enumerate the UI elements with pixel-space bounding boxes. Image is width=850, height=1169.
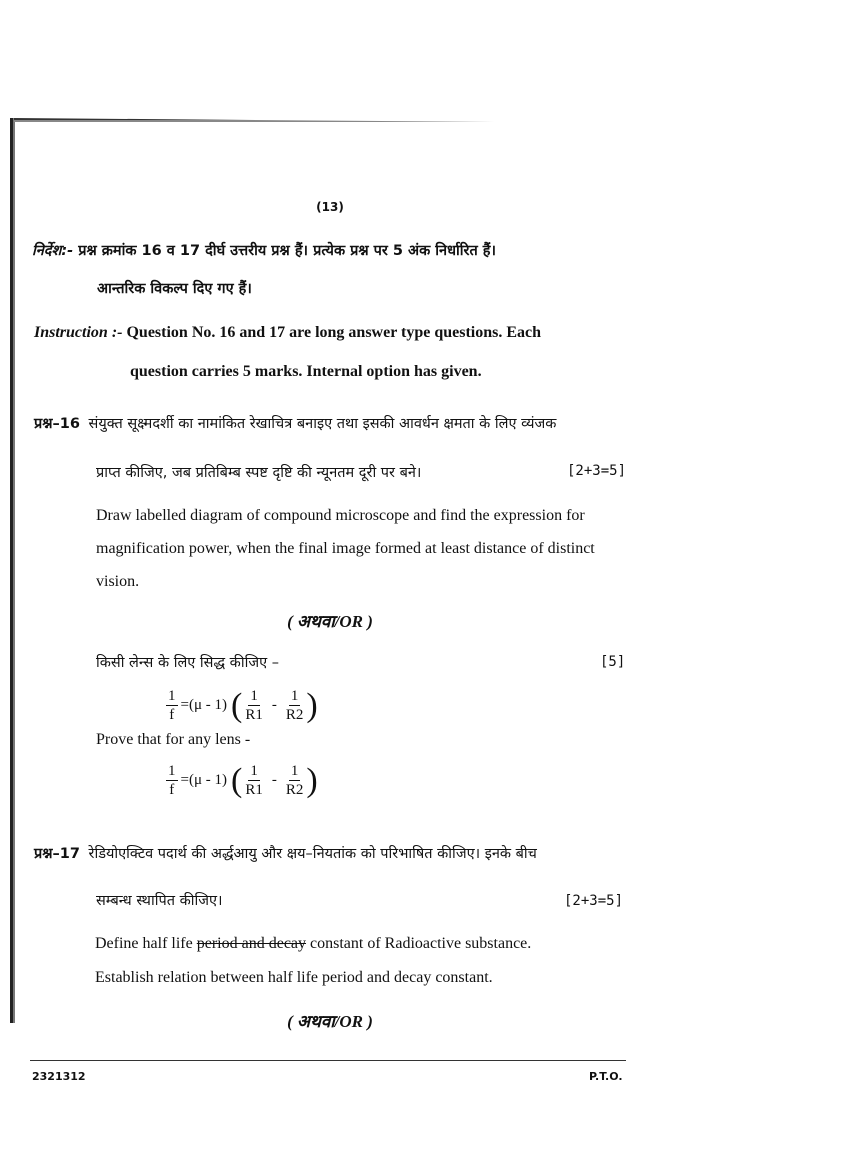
instruction-english-line1 xyxy=(34,324,541,342)
formula2-term2-den: R2 xyxy=(285,782,304,798)
q17-english-strike: period and decay xyxy=(196,935,307,952)
q17-english-b: constant of Radioactive substance. xyxy=(310,935,532,952)
q16-english-line2: magnification power, when the final image formed at least distance of distinct xyxy=(96,540,595,557)
q17-english-line1 xyxy=(95,935,531,953)
formula-term1-num: 1 xyxy=(250,688,258,704)
q16-hindi-text1: संयुक्त सूक्ष्मदर्शी का नामांकित रेखाचित्र बनाइए तथा इसकी आवर्धन क्षमता के लिए व्यंजक xyxy=(88,416,557,432)
q17-hindi-line1 xyxy=(34,843,537,863)
q16-english-line3: vision. xyxy=(96,573,140,590)
instruction-english-text: Question No. 16 and 17 are long answer type questions. Each xyxy=(126,324,542,341)
q17-english-a: Define half life xyxy=(95,935,193,952)
q16-or-label: ( अथवा/OR ) xyxy=(287,612,373,631)
q17-english-line2: Establish relation between half life period and decay constant. xyxy=(95,969,493,986)
formula2-lhs-den: f xyxy=(169,782,175,798)
q16-label: प्रश्न–16 xyxy=(34,416,80,432)
instruction-hindi-label: निर्देश:- xyxy=(32,243,74,259)
formula-term2-num: 1 xyxy=(290,688,299,704)
q17-or-label: ( अथवा/OR ) xyxy=(287,1012,373,1031)
q17-hindi-text1: रेडियोएक्टिव पदार्थ की अर्द्धआयु और क्षय–नियतांक को परिभाषित कीजिए। इनके बीच xyxy=(88,846,537,862)
q17-label: प्रश्न–17 xyxy=(34,846,80,862)
formula-term1-den: R1 xyxy=(245,707,263,723)
footer-divider xyxy=(30,1060,626,1061)
formula2-middle: =(μ - 1) xyxy=(180,772,227,788)
q17-hindi-line2: सम्बन्ध स्थापित कीजिए। xyxy=(96,893,223,909)
formula-term2 xyxy=(286,687,304,724)
q16-english-line1: Draw labelled diagram of compound microscope and find the expression for xyxy=(96,507,585,524)
q16-hindi-line1 xyxy=(34,413,556,433)
q16-alt-english: Prove that for any lens - xyxy=(96,731,251,748)
lens-formula-english xyxy=(163,762,318,799)
formula2-lhs xyxy=(166,762,178,799)
formula-lhs xyxy=(166,687,178,724)
scan-edge-top xyxy=(14,118,690,132)
formula-lhs-den: f xyxy=(169,707,175,723)
instruction-hindi-line2: आन्तरिक विकल्प दिए गए हैं। xyxy=(97,281,252,297)
q16-alt-hindi: किसी लेन्स के लिए सिद्ध कीजिए – xyxy=(96,655,279,671)
formula2-close-paren: ) xyxy=(306,761,318,799)
formula2-term1-den: R1 xyxy=(245,782,263,798)
formula-close-paren: ) xyxy=(306,686,318,724)
footer-pto: P.T.O. xyxy=(589,1070,623,1083)
formula2-open-paren: ( xyxy=(231,761,243,799)
formula-open-paren: ( xyxy=(231,686,243,724)
instruction-english-label: Instruction :- xyxy=(34,324,123,341)
formula-term2-den: R2 xyxy=(285,707,304,723)
instruction-hindi-text: प्रश्न क्रमांक 16 व 17 दीर्घ उत्तरीय प्रश्न हैं। प्रत्येक प्रश्न पर 5 अंक निर्धारित हैं। xyxy=(78,243,496,259)
formula2-term2-num: 1 xyxy=(290,763,299,779)
page-number: (13) xyxy=(316,200,344,214)
formula-minus: - xyxy=(271,697,277,713)
formula2-minus: - xyxy=(271,772,277,788)
footer-code: 2321312 xyxy=(32,1070,86,1083)
formula2-term2 xyxy=(286,762,304,799)
q17-marks: [2+3=5] xyxy=(564,893,624,909)
q16-marks: [2+3=5] xyxy=(567,463,627,479)
formula2-term1 xyxy=(245,762,263,799)
instruction-hindi-line1 xyxy=(32,240,496,260)
formula-lhs-num: 1 xyxy=(168,688,176,704)
formula-middle: =(μ - 1) xyxy=(180,697,227,713)
instruction-english-line2: question carries 5 marks. Internal option has given. xyxy=(130,363,482,380)
lens-formula-hindi xyxy=(163,687,318,724)
scan-edge-left xyxy=(10,118,18,1023)
formula2-term1-num: 1 xyxy=(250,763,258,779)
formula2-lhs-num: 1 xyxy=(168,763,176,779)
formula-term1 xyxy=(245,687,263,724)
q16-hindi-line2: प्राप्त कीजिए, जब प्रतिबिम्ब स्पष्ट दृष्टि की न्यूनतम दूरी पर बने। xyxy=(96,465,422,481)
q16-alt-marks: [5] xyxy=(600,654,626,670)
